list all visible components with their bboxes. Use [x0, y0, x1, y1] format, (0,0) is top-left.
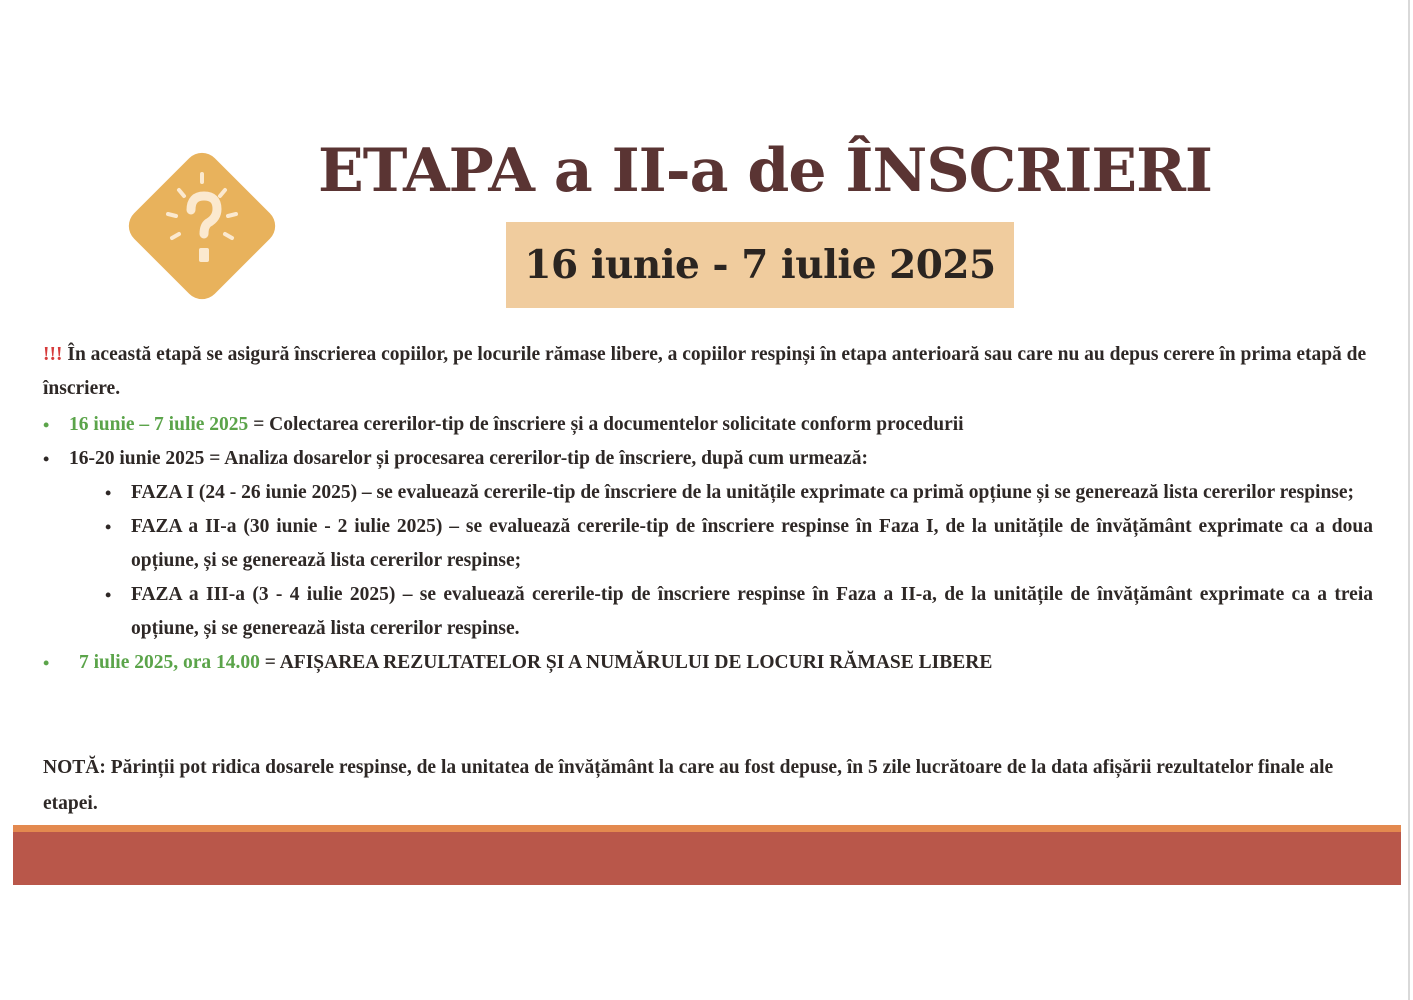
footer-bar-top — [13, 825, 1401, 832]
item-text: 16-20 iunie 2025 = Analiza dosarelor și procesarea cererilor-tip de înscriere, după cum urmează: — [69, 448, 868, 469]
alert-marks: !!! — [43, 344, 63, 365]
main-content — [43, 338, 1373, 680]
date-banner — [506, 222, 1014, 308]
item-text: = Colectarea cererilor-tip de înscriere și a documentelor solicitate conform procedurii — [248, 414, 964, 435]
footer-bar — [13, 832, 1401, 885]
note-text: Părinții pot ridica dosarele respinse, de la unitatea de învățământ la care au fost depuse, în 5 zile lucrătoare de la data afișării rezultatelor finale ale etapei. — [43, 757, 1334, 814]
date-range: 16 iunie - 7 iulie 2025 — [524, 242, 996, 288]
lightbulb-question-icon — [122, 146, 282, 306]
item-date: 7 iulie 2025, ora 14.00 — [79, 652, 260, 673]
intro-paragraph — [43, 338, 1373, 406]
schedule-list — [43, 408, 1373, 680]
note-label: NOTĂ: — [43, 757, 106, 778]
phase-list — [69, 476, 1373, 646]
item-text: = AFIȘAREA REZULTATELOR ȘI A NUMĂRULUI DE LOCURI RĂMASE LIBERE — [259, 652, 993, 673]
list-item — [43, 408, 1373, 442]
note-paragraph — [43, 750, 1373, 822]
list-item — [43, 442, 1373, 646]
phase-item: • FAZA I (24 - 26 iunie 2025) – se evaluează cererile-tip de înscriere de la unitățile exprimate ca primă opțiune și se generează lista cererilor respinse; — [105, 476, 1373, 510]
page-edge — [1408, 0, 1410, 1000]
list-item — [43, 646, 1373, 680]
phase-item: • FAZA a III-a (3 - 4 iulie 2025) – se evaluează cererile-tip de înscriere respinse în Faza a II-a, de la unitățile de învățământ exprimate ca a treia opțiune, și se generează lista cererilor respinse. — [105, 578, 1373, 646]
intro-text: În această etapă se asigură înscrierea copiilor, pe locurile rămase libere, a copiilor respinși în etapa anterioară sau care nu au depus cerere în prima etapă de înscriere. — [43, 344, 1367, 399]
item-date: 16 iunie – 7 iulie 2025 — [69, 414, 249, 435]
page-title: ETAPA a II-a de ÎNSCRIERI — [317, 136, 1212, 206]
phase-item: • FAZA a II-a (30 iunie - 2 iulie 2025) – se evaluează cererile-tip de înscriere respinse în Faza I, de la unitățile de învățământ exprimate ca a doua opțiune, și se generează lista cererilor respinse; — [105, 510, 1373, 578]
